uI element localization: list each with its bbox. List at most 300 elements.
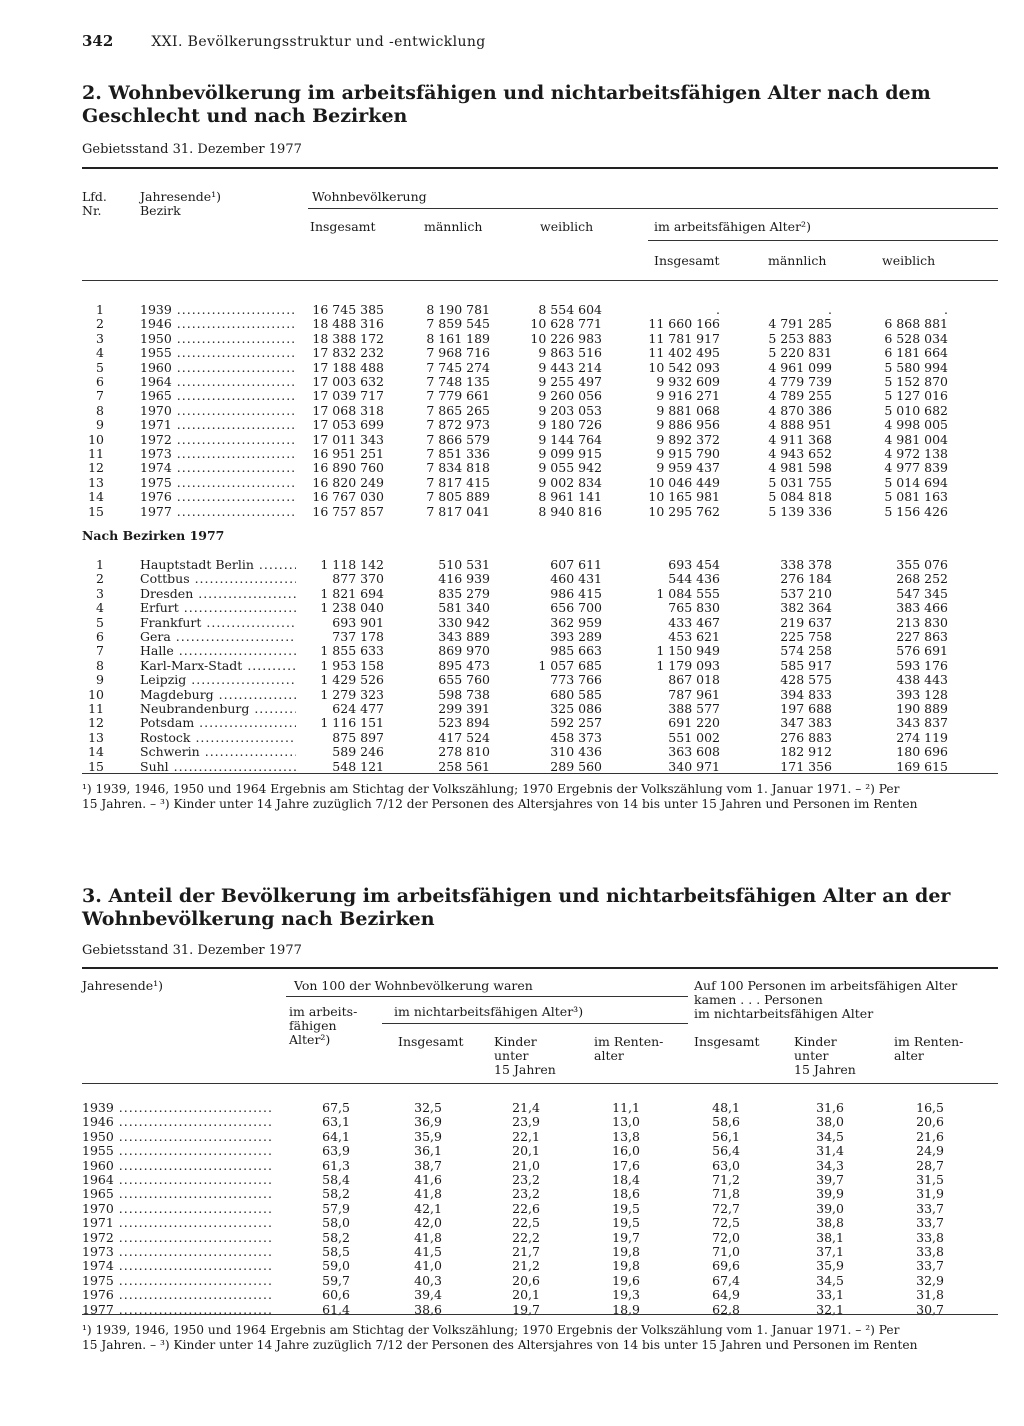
- table-row: [82, 447, 998, 461]
- cell-weiblich: 310 436: [550, 744, 602, 760]
- col3-kinder2-l2: unter: [794, 1048, 829, 1063]
- cell-a-weiblich: 5 081 163: [884, 489, 948, 505]
- table3-top-rule: [82, 967, 998, 969]
- cell-renten: 19,7: [612, 1229, 640, 1245]
- cell-maennlich: 416 939: [438, 571, 490, 587]
- cell-a-insgesamt: 551 002: [668, 729, 720, 745]
- cell-arbeitsf: 59,0: [322, 1258, 350, 1274]
- cell-arbeitsf: 57,9: [322, 1200, 350, 1216]
- cell-insgesamt: 40,3: [414, 1272, 442, 1288]
- cell-weiblich: 607 611: [550, 557, 602, 572]
- table3-footnote-line1: ¹) 1939, 1946, 1950 und 1964 Ergebnis am Stichtag der Volkszählung; 1970 Ergebnis der Volkszählung vom 1. Januar 1971. – ²) Per: [82, 1323, 900, 1337]
- table2-footnote-line2: 15 Jahren. – ³) Kinder unter 14 Jahre zuzüglich 7/12 der Personen des Altersjahres von 14 bis unter 15 Jahren und Personen im Renten: [82, 797, 918, 811]
- table-row: [82, 404, 998, 418]
- table-row: [82, 1115, 998, 1129]
- cell-label: 1939 .....: [140, 303, 296, 317]
- cell-a-insgesamt: 693 454: [668, 557, 720, 572]
- cell-weiblich: 9 260 056: [538, 388, 602, 404]
- cell-renten2: 31,9: [916, 1186, 944, 1202]
- col3-kinder2-l1: Kinder: [794, 1034, 837, 1049]
- cell-jahr: 1965 .....: [82, 1187, 272, 1201]
- table-row: [82, 1245, 998, 1259]
- cell-weiblich: 10 226 983: [530, 330, 602, 346]
- cell-insgesamt2: 64,9: [712, 1287, 740, 1303]
- cell-a-maennlich: 347 383: [780, 715, 832, 731]
- cell-jahr: 1946 .....: [82, 1115, 272, 1129]
- cell-a-weiblich: 355 076: [896, 557, 948, 572]
- col-a-weiblich: weiblich: [882, 253, 936, 268]
- cell-a-weiblich: 190 889: [896, 701, 948, 716]
- cell-insgesamt2: 62,8: [712, 1301, 740, 1317]
- cell-label: Suhl .....: [140, 760, 296, 774]
- cell-insgesamt: 18 388 172: [312, 330, 384, 346]
- table-row: [82, 1202, 998, 1216]
- cell-a-insgesamt: 11 781 917: [648, 330, 720, 346]
- cell-arbeitsf: 61,3: [322, 1157, 350, 1173]
- cell-maennlich: 7 968 716: [426, 345, 490, 361]
- cell-maennlich: 895 473: [438, 657, 490, 673]
- cell-lfd-nr: 4: [96, 600, 104, 616]
- cell-weiblich: 460 431: [550, 571, 602, 587]
- cell-a-weiblich: 213 830: [896, 614, 948, 630]
- table-row: [82, 702, 998, 716]
- cell-lfd-nr: 6: [96, 629, 104, 644]
- cell-renten: 18,9: [612, 1301, 640, 1317]
- cell-a-insgesamt: 1 150 949: [656, 643, 720, 659]
- cell-a-insgesamt: 10 295 762: [648, 503, 720, 519]
- cell-a-maennlich: 428 575: [780, 672, 832, 688]
- table-row: [82, 317, 998, 331]
- cell-a-insgesamt: 9 892 372: [656, 431, 720, 447]
- cell-maennlich: 7 865 265: [426, 402, 490, 418]
- table-row: [82, 688, 998, 702]
- cell-insgesamt: 17 068 318: [312, 402, 384, 418]
- cell-maennlich: 7 866 579: [426, 431, 490, 447]
- cell-a-weiblich: 547 345: [896, 585, 948, 601]
- cell-maennlich: 343 889: [438, 629, 490, 644]
- cell-lfd-nr: 14: [88, 744, 104, 760]
- col3-kinder-l3: 15 Jahren: [494, 1062, 556, 1077]
- cell-weiblich: 9 443 214: [538, 359, 602, 375]
- cell-insgesamt: 38,7: [414, 1157, 442, 1173]
- cell-lfd-nr: 9: [96, 672, 104, 688]
- cell-renten: 17,6: [612, 1157, 640, 1173]
- cell-maennlich: 598 738: [438, 686, 490, 702]
- cell-insgesamt: 624 477: [332, 701, 384, 716]
- cell-insgesamt: 36,9: [414, 1114, 442, 1130]
- cell-a-weiblich: 6 868 881: [884, 316, 948, 332]
- cell-maennlich: 869 970: [438, 643, 490, 659]
- cell-a-insgesamt: 10 046 449: [648, 474, 720, 490]
- cell-lfd-nr: 15: [88, 503, 104, 519]
- cell-a-insgesamt: 433 467: [668, 614, 720, 630]
- col3-jahresende: Jahresende¹): [82, 978, 164, 993]
- cell-jahr: 1973 .....: [82, 1245, 272, 1259]
- table-row: [82, 490, 998, 504]
- cell-weiblich: 9 180 726: [538, 417, 602, 433]
- cell-a-insgesamt: 363 608: [668, 744, 720, 760]
- cell-maennlich: 581 340: [438, 600, 490, 616]
- cell-weiblich: 362 959: [550, 614, 602, 630]
- cell-a-insgesamt: 9 932 609: [656, 374, 720, 389]
- cell-lfd-nr: 10: [88, 686, 104, 702]
- cell-lfd-nr: 10: [88, 431, 104, 447]
- cell-a-maennlich: 338 378: [780, 557, 832, 572]
- cell-a-maennlich: 171 356: [780, 758, 832, 774]
- cell-a-maennlich: 394 833: [780, 686, 832, 702]
- cell-a-weiblich: 274 119: [896, 729, 948, 745]
- cell-insgesamt: 17 039 717: [312, 388, 384, 404]
- table-row: [82, 616, 998, 630]
- col3-kinder-l1: Kinder: [494, 1034, 537, 1049]
- cell-label: Neubrandenburg .....: [140, 702, 296, 716]
- cell-insgesamt2: 56,1: [712, 1128, 740, 1144]
- cell-label: 1976 .....: [140, 490, 296, 504]
- cell-a-insgesamt: 765 830: [668, 600, 720, 616]
- page-number: 342: [82, 32, 114, 50]
- table-row: [82, 1144, 998, 1158]
- table-row: [82, 1173, 998, 1187]
- cell-a-weiblich: 180 696: [896, 744, 948, 760]
- cell-a-maennlich: 382 364: [780, 600, 832, 616]
- cell-a-maennlich: 4 961 099: [768, 359, 832, 375]
- cell-kinder: 22,6: [512, 1200, 540, 1216]
- cell-kinder: 23,2: [512, 1172, 540, 1187]
- table-row: [82, 332, 998, 346]
- cell-insgesamt2: 72,0: [712, 1229, 740, 1245]
- cell-a-weiblich: 393 128: [896, 686, 948, 702]
- cell-kinder2: 31,6: [816, 1100, 844, 1115]
- cell-renten: 18,6: [612, 1186, 640, 1202]
- cell-weiblich: 8 554 604: [538, 302, 602, 317]
- cell-kinder2: 38,0: [816, 1114, 844, 1130]
- cell-insgesamt: 16 745 385: [312, 302, 384, 317]
- cell-lfd-nr: 11: [88, 701, 104, 716]
- cell-a-insgesamt: 9 916 271: [656, 388, 720, 404]
- cell-lfd-nr: 13: [88, 729, 104, 745]
- table-row: [82, 1101, 998, 1115]
- cell-lfd-nr: 2: [96, 571, 104, 587]
- cell-kinder2: 31,4: [816, 1143, 844, 1159]
- col-weiblich: weiblich: [540, 219, 594, 234]
- cell-label: 1965 .....: [140, 389, 296, 403]
- table-row: [82, 601, 998, 615]
- col-jahresende: Jahresende¹): [140, 189, 222, 204]
- cell-jahr: 1971 .....: [82, 1216, 272, 1230]
- col3-imarb-l1: im arbeits-: [289, 1004, 358, 1019]
- cell-kinder: 23,2: [512, 1186, 540, 1202]
- cell-maennlich: 7 859 545: [426, 316, 490, 332]
- table-row: [82, 644, 998, 658]
- cell-arbeitsf: 58,5: [322, 1244, 350, 1259]
- cell-weiblich: 8 940 816: [538, 503, 602, 519]
- cell-lfd-nr: 3: [96, 330, 104, 346]
- cell-lfd-nr: 12: [88, 460, 104, 476]
- cell-insgesamt: 1 821 694: [320, 585, 384, 601]
- col3-kinder2-l3: 15 Jahren: [794, 1062, 856, 1077]
- cell-insgesamt: 17 053 699: [312, 417, 384, 433]
- col3-imarb-l3: Alter²): [289, 1032, 331, 1047]
- table2-footnote-line1: ¹) 1939, 1946, 1950 und 1964 Ergebnis am Stichtag der Volkszählung; 1970 Ergebnis der Volkszählung vom 1. Januar 1971. – ²) Per: [82, 782, 900, 796]
- cell-kinder2: 33,1: [816, 1287, 844, 1303]
- cell-insgesamt: 17 832 232: [312, 345, 384, 361]
- cell-kinder2: 39,7: [816, 1172, 844, 1187]
- cell-renten: 13,0: [612, 1114, 640, 1130]
- table-row: [82, 505, 998, 519]
- cell-insgesamt: 16 757 857: [312, 503, 384, 519]
- cell-kinder: 23,9: [512, 1114, 540, 1130]
- table3-title: 3. Anteil der Bevölkerung im arbeitsfähigen und nichtarbeitsfähigen Alter an der Wohnbevölkerung nach Bezirken: [82, 885, 951, 930]
- table-row: [82, 716, 998, 730]
- cell-weiblich: 8 961 141: [538, 489, 602, 505]
- cell-a-insgesamt: 11 402 495: [648, 345, 720, 361]
- cell-insgesamt: 693 901: [332, 614, 384, 630]
- cell-weiblich: 680 585: [550, 686, 602, 702]
- table3-footnote-line2: 15 Jahren. – ³) Kinder unter 14 Jahre zuzüglich 7/12 der Personen des Altersjahres von 14 bis unter 15 Jahren und Personen im Renten: [82, 1338, 918, 1352]
- cell-renten2: 31,5: [916, 1172, 944, 1187]
- cell-maennlich: 8 161 189: [426, 330, 490, 346]
- cell-jahr: 1972 .....: [82, 1231, 272, 1245]
- cell-insgesamt2: 71,8: [712, 1186, 740, 1202]
- cell-kinder: 21,2: [512, 1258, 540, 1274]
- cell-a-weiblich: 6 528 034: [884, 330, 948, 346]
- cell-a-weiblich: 227 863: [896, 629, 948, 644]
- table-row: [82, 1259, 998, 1273]
- cell-weiblich: 9 144 764: [538, 431, 602, 447]
- cell-maennlich: 7 834 818: [426, 460, 490, 476]
- cell-insgesamt2: 63,0: [712, 1157, 740, 1173]
- cell-weiblich: 1 057 685: [538, 657, 602, 673]
- cell-lfd-nr: 2: [96, 316, 104, 332]
- cell-renten: 19,6: [612, 1272, 640, 1288]
- cell-a-maennlich: 585 917: [780, 657, 832, 673]
- cell-arbeitsf: 61,4: [322, 1301, 350, 1317]
- col-insgesamt: Insgesamt: [310, 219, 376, 234]
- cell-a-maennlich: 5 220 831: [768, 345, 832, 361]
- table-row: [82, 1216, 998, 1230]
- cell-jahr: 1960 .....: [82, 1159, 272, 1173]
- cell-a-maennlich: 5 031 755: [768, 474, 832, 490]
- cell-weiblich: 9 002 834: [538, 474, 602, 490]
- col-bezirk: Bezirk: [140, 203, 181, 218]
- table-row: [82, 630, 998, 644]
- cell-insgesamt: 35,9: [414, 1128, 442, 1144]
- table-row: [82, 461, 998, 475]
- col3-auf100-l2: kamen . . . Personen: [694, 992, 823, 1007]
- col3-renten-l1: im Renten-: [594, 1034, 664, 1049]
- cell-weiblich: 325 086: [550, 701, 602, 716]
- cell-arbeitsf: 58,2: [322, 1229, 350, 1245]
- table-row: [82, 572, 998, 586]
- cell-a-maennlich: 5 253 883: [768, 330, 832, 346]
- cell-a-maennlich: 5 084 818: [768, 489, 832, 505]
- table3-subtitle: Gebietsstand 31. Dezember 1977: [82, 943, 302, 958]
- table-row: [82, 346, 998, 360]
- table2-bottom-rule: [82, 773, 998, 774]
- cell-a-maennlich: 4 911 368: [768, 431, 832, 447]
- cell-weiblich: 289 560: [550, 758, 602, 774]
- cell-insgesamt: 41,8: [414, 1186, 442, 1202]
- cell-jahr: 1964 .....: [82, 1173, 272, 1187]
- table-row: [82, 433, 998, 447]
- table-row: [82, 1231, 998, 1245]
- col3-renten2-l2: alter: [894, 1048, 924, 1063]
- cell-a-maennlich: 197 688: [780, 701, 832, 716]
- running-header: [82, 32, 998, 50]
- cell-arbeitsf: 58,4: [322, 1172, 350, 1187]
- cell-maennlich: 7 817 041: [426, 503, 490, 519]
- cell-kinder2: 39,9: [816, 1186, 844, 1202]
- col-arbeitsf: im arbeitsfähigen Alter²): [654, 219, 811, 234]
- col3-kinder-l2: unter: [494, 1048, 529, 1063]
- cell-kinder2: 37,1: [816, 1244, 844, 1259]
- cell-arbeitsf: 63,1: [322, 1114, 350, 1130]
- col-nr: Nr.: [82, 203, 102, 218]
- table-row: [82, 361, 998, 375]
- cell-label: 1971 .....: [140, 418, 296, 432]
- cell-insgesamt: 18 488 316: [312, 316, 384, 332]
- cell-jahr: 1975 .....: [82, 1274, 272, 1288]
- cell-jahr: 1974 .....: [82, 1259, 272, 1273]
- cell-label: Leipzig .....: [140, 673, 296, 687]
- cell-weiblich: 458 373: [550, 729, 602, 745]
- cell-renten2: 32,9: [916, 1272, 944, 1288]
- cell-insgesamt: 737 178: [332, 629, 384, 644]
- cell-insgesamt: 548 121: [332, 758, 384, 774]
- cell-a-insgesamt: 340 971: [668, 758, 720, 774]
- cell-a-maennlich: 219 637: [780, 614, 832, 630]
- table3-bottom-rule: [82, 1314, 998, 1315]
- cell-renten2: 31,8: [916, 1287, 944, 1303]
- cell-insgesamt: 41,0: [414, 1258, 442, 1274]
- cell-insgesamt2: 71,0: [712, 1244, 740, 1259]
- table3-header-rule: [82, 1083, 998, 1084]
- cell-maennlich: 7 817 415: [426, 474, 490, 490]
- cell-renten: 19,3: [612, 1287, 640, 1303]
- cell-insgesamt: 16 890 760: [312, 460, 384, 476]
- table2-title: 2. Wohnbevölkerung im arbeitsfähigen und nichtarbeitsfähigen Alter nach dem Geschlecht und nach Bezirken: [82, 82, 931, 127]
- cell-lfd-nr: 12: [88, 715, 104, 731]
- cell-renten: 16,0: [612, 1143, 640, 1159]
- cell-insgesamt: 16 820 249: [312, 474, 384, 490]
- cell-insgesamt: 42,0: [414, 1215, 442, 1231]
- cell-insgesamt2: 56,4: [712, 1143, 740, 1159]
- cell-a-weiblich: 593 176: [896, 657, 948, 673]
- cell-insgesamt: 1 118 142: [320, 557, 384, 572]
- cell-maennlich: 7 745 274: [426, 359, 490, 375]
- cell-a-maennlich: 182 912: [780, 744, 832, 760]
- cell-lfd-nr: 4: [96, 345, 104, 361]
- cell-weiblich: 10 628 771: [530, 316, 602, 332]
- cell-a-weiblich: 6 181 664: [884, 345, 948, 361]
- cell-lfd-nr: 8: [96, 657, 104, 673]
- cell-a-maennlich: 4 981 598: [768, 460, 832, 476]
- cell-a-insgesamt: 867 018: [668, 672, 720, 688]
- cell-insgesamt2: 71,2: [712, 1172, 740, 1187]
- cell-a-maennlich: 225 758: [780, 629, 832, 644]
- cell-kinder2: 34,5: [816, 1272, 844, 1288]
- cell-renten: 19,5: [612, 1215, 640, 1231]
- cell-renten2: 20,6: [916, 1114, 944, 1130]
- cell-insgesamt: 17 188 488: [312, 359, 384, 375]
- table-row: [82, 1130, 998, 1144]
- cell-insgesamt2: 48,1: [712, 1100, 740, 1115]
- cell-kinder2: 38,8: [816, 1215, 844, 1231]
- cell-a-maennlich: 4 789 255: [768, 388, 832, 404]
- cell-a-insgesamt: 9 915 790: [656, 446, 720, 461]
- cell-kinder: 21,7: [512, 1244, 540, 1259]
- col3-insgesamt: Insgesamt: [398, 1034, 464, 1049]
- cell-renten2: 24,9: [916, 1143, 944, 1159]
- cell-a-maennlich: .: [828, 302, 832, 317]
- cell-a-insgesamt: 11 660 166: [648, 316, 720, 332]
- cell-kinder: 20,6: [512, 1272, 540, 1288]
- cell-label: Potsdam .....: [140, 716, 296, 730]
- table-row: [82, 731, 998, 745]
- cell-maennlich: 835 279: [438, 585, 490, 601]
- cell-label: 1975 .....: [140, 476, 296, 490]
- cell-lfd-nr: 1: [96, 302, 104, 317]
- cell-insgesamt: 16 767 030: [312, 489, 384, 505]
- cell-label: 1955 .....: [140, 346, 296, 360]
- table3-footnotes: [82, 1323, 998, 1353]
- cell-insgesamt: 16 951 251: [312, 446, 384, 461]
- cell-kinder: 21,4: [512, 1100, 540, 1115]
- table-row: [82, 1288, 998, 1302]
- col3-renten2-l1: im Renten-: [894, 1034, 964, 1049]
- table-row: [82, 418, 998, 432]
- cell-a-weiblich: 343 837: [896, 715, 948, 731]
- cell-a-weiblich: 438 443: [896, 672, 948, 688]
- cell-insgesamt: 589 246: [332, 744, 384, 760]
- cell-a-insgesamt: 1 084 555: [656, 585, 720, 601]
- cell-insgesamt: 877 370: [332, 571, 384, 587]
- cell-arbeitsf: 58,0: [322, 1215, 350, 1231]
- cell-maennlich: 7 779 661: [426, 388, 490, 404]
- cell-label: Rostock .....: [140, 731, 296, 745]
- cell-jahr: 1977 .....: [82, 1303, 272, 1317]
- cell-renten: 13,8: [612, 1128, 640, 1144]
- cell-kinder2: 38,1: [816, 1229, 844, 1245]
- cell-label: 1946 .....: [140, 317, 296, 331]
- cell-renten2: 33,8: [916, 1229, 944, 1245]
- col-wohnbev: Wohnbevölkerung: [312, 189, 427, 204]
- cell-maennlich: 510 531: [438, 557, 490, 572]
- col3-von100: Von 100 der Wohnbevölkerung waren: [294, 978, 533, 993]
- cell-maennlich: 7 748 135: [426, 374, 490, 389]
- cell-jahr: 1950 .....: [82, 1130, 272, 1144]
- cell-a-weiblich: 4 972 138: [884, 446, 948, 461]
- cell-label: 1974 .....: [140, 461, 296, 475]
- cell-label: Hauptstadt Berlin .....: [140, 558, 296, 572]
- cell-lfd-nr: 15: [88, 758, 104, 774]
- cell-weiblich: 985 663: [550, 643, 602, 659]
- cell-weiblich: 656 700: [550, 600, 602, 616]
- cell-maennlich: 258 561: [438, 758, 490, 774]
- table-row: [82, 389, 998, 403]
- cell-maennlich: 417 524: [438, 729, 490, 745]
- cell-a-weiblich: 5 010 682: [884, 402, 948, 418]
- cell-weiblich: 9 055 942: [538, 460, 602, 476]
- table-row: [82, 659, 998, 673]
- cell-arbeitsf: 64,1: [322, 1128, 350, 1144]
- cell-label: Frankfurt .....: [140, 616, 296, 630]
- cell-renten: 19,8: [612, 1244, 640, 1259]
- cell-label: Erfurt .....: [140, 601, 296, 615]
- cell-a-weiblich: 5 127 016: [884, 388, 948, 404]
- cell-kinder2: 34,5: [816, 1128, 844, 1144]
- cell-label: Magdeburg .....: [140, 688, 296, 702]
